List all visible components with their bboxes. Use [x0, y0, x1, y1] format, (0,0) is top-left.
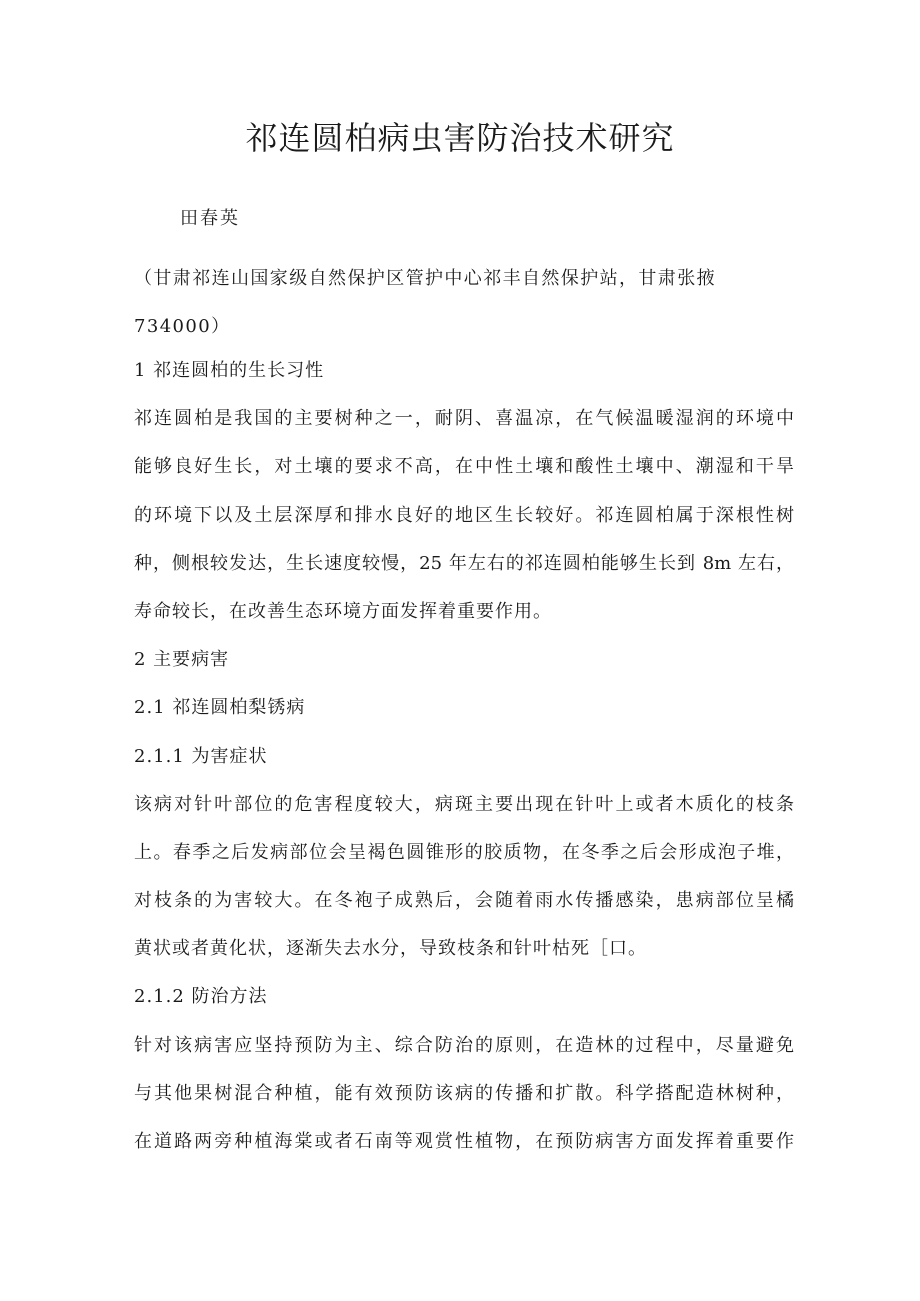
author-affiliation: （甘肃祁连山国家级自然保护区管护中心祁丰自然保护站，甘肃张掖734000） — [134, 268, 716, 337]
author-name: 田春英 — [180, 208, 240, 229]
document-title: 祁连圆柏病虫害防治技术研究 — [245, 119, 675, 157]
body-line: 上。春季之后发病部位会呈褐色圆锥形的胶质物，在冬季之后会形成泡子堆， — [134, 841, 794, 863]
body-line: 2.1.2 防治方法 — [134, 986, 268, 1008]
body-line: 祁连圆柏是我国的主要树种之一，耐阴、喜温凉，在气候温暖湿润的环境中 — [134, 408, 794, 430]
body-line: 2.1.1 为害症状 — [134, 745, 268, 767]
body-line: 2.1 祁连圆柏梨锈病 — [134, 697, 306, 719]
body-line: 2 主要病害 — [134, 649, 230, 671]
body-line: 黄状或者黄化状，逐渐失去水分，导致枝条和针叶枯死［口。 — [134, 938, 647, 960]
body-line: 该病对针叶部位的危害程度较大，病斑主要出现在针叶上或者木质化的枝条 — [134, 793, 794, 815]
body-line: 的环境下以及土层深厚和排水良好的地区生长较好。祁连圆柏属于深根性树 — [134, 504, 794, 526]
body-line: 与其他果树混合种植，能有效预防该病的传播和扩散。科学搭配造林树种， — [134, 1082, 794, 1104]
body-line: 1 祁连圆柏的生长习性 — [134, 360, 325, 381]
body-line: 在道路两旁种植海棠或者石南等观赏性植物，在预防病害方面发挥着重要作 — [134, 1131, 794, 1152]
body-line: 寿命较长，在改善生态环境方面发挥着重要作用。 — [134, 600, 552, 622]
body-line: 种，侧根较发达，生长速度较慢，25 年左右的祁连圆柏能够生长到 8m 左右， — [134, 552, 794, 574]
body-line: 针对该病害应坚持预防为主、综合防治的原则，在造林的过程中，尽量避免 — [134, 1034, 794, 1056]
body-text — [134, 347, 794, 1166]
body-line: 能够良好生长，对土壤的要求不高，在中性土壤和酸性土壤中、潮湿和干旱 — [134, 456, 794, 478]
body-line: 对枝条的为害较大。在冬袍子成熟后，会随着雨水传播感染，患病部位呈橘 — [134, 890, 794, 912]
